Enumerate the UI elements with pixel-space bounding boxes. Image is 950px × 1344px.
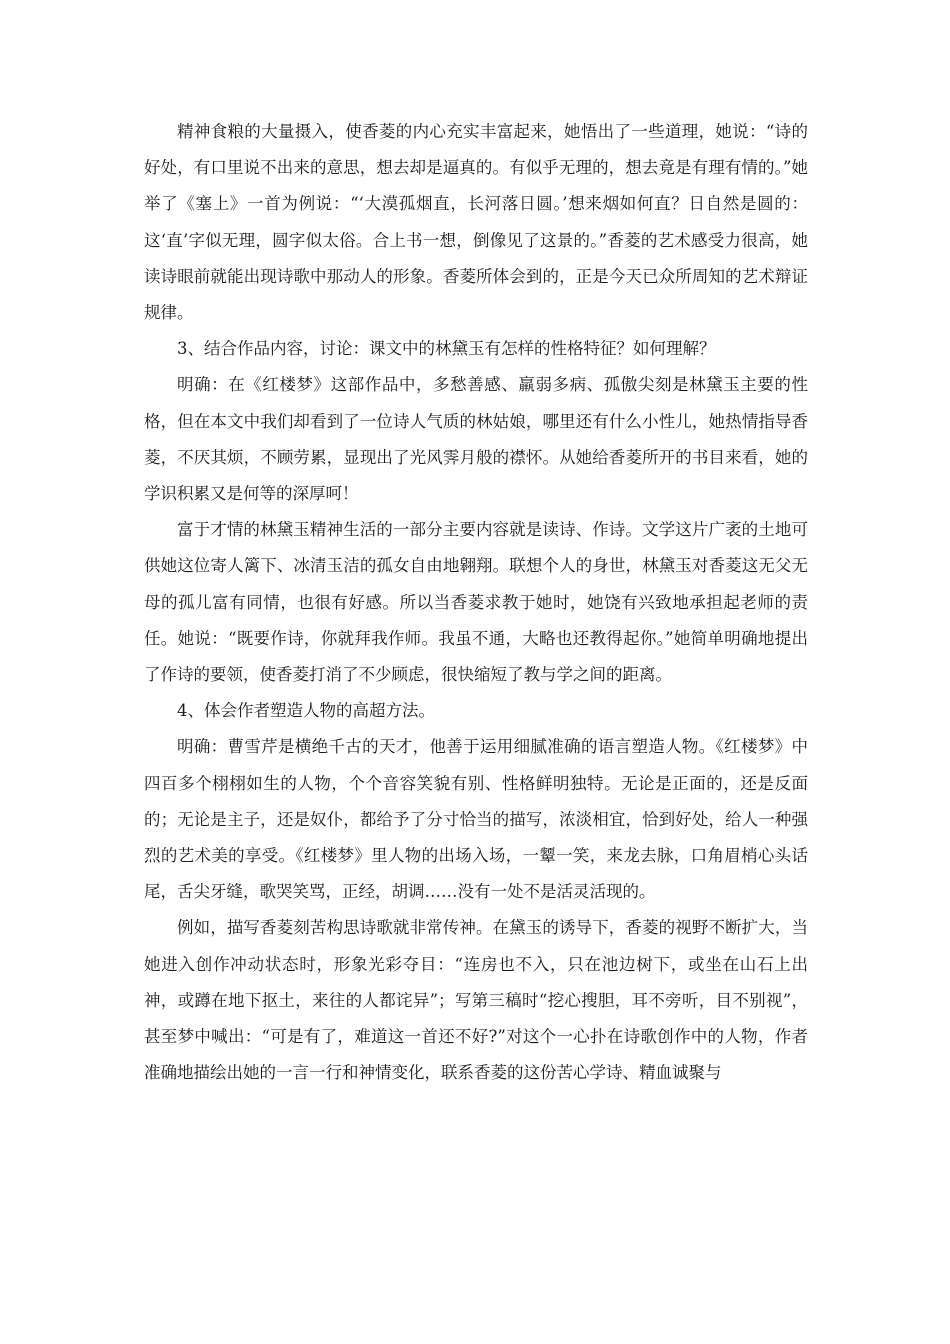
question-3: 3、结合作品内容，讨论：课文中的林黛玉有怎样的性格特征？如何理解？ [177,339,716,359]
answer-4-part-2: 例如，描写香菱刻苦构思诗歌就非常传神。在黛玉的诱导下，香菱的视野不断扩大，当她进入创作冲动状态时，形象光彩夺目：“连房也不入，只在池边树下，或坐在山石上出神，或蹲在地下抠土，来往的人都诧异”；写第三稿时“挖心搜胆，耳不旁听，目不别视”，甚至梦中喊出：“可是有了，难道这一首还不好?”对这个一心扑在诗歌创作中的人物，作者准确地描绘出她的一言一行和神情变化，联系香菱的这份苦心学诗、精血诚聚与 [144,918,808,1083]
document-body [144,114,808,1091]
answer-4-part-1: 明确：曹雪芹是横绝千古的天才，他善于运用细腻准确的语言塑造人物。《红楼梦》中四百多个栩栩如生的人物，个个音容笑貌有别、性格鲜明独特。无论是正面的，还是反面的；无论是主子，还是奴仆，都给予了分寸恰当的描写，浓淡相宜，恰到好处，给人一种强烈的艺术美的享受。《红楼梦》里人物的出场入场，一颦一笑，来龙去脉，口角眉梢心头话尾，舌尖牙缝，歌哭笑骂，正经，胡调……没有一处不是活灵活现的。 [144,737,808,902]
answer-3-part-1: 明确：在《红楼梦》这部作品中，多愁善感、羸弱多病、孤傲尖刻是林黛玉主要的性格，但在本文中我们却看到了一位诗人气质的林姑娘，哪里还有什么小性儿，她热情指导香菱，不厌其烦，不顾劳累，显现出了光风霁月般的襟怀。从她给香菱所开的书目来看，她的学识积累又是何等的深厚呵！ [144,375,808,504]
answer-3-part-2: 富于才情的林黛玉精神生活的一部分主要内容就是读诗、作诗。文学这片广袤的土地可供她这位寄人篱下、冰清玉洁的孤女自由地翱翔。联想个人的身世，林黛玉对香菱这无父无母的孤儿富有同情，也很有好感。所以当香菱求教于她时，她饶有兴致地承担起老师的责任。她说：“既要作诗，你就拜我作师。我虽不通，大略也还教得起你。”她简单明确地提出了作诗的要领，使香菱打消了不少顾虑，很快缩短了教与学之间的距离。 [144,520,808,685]
question-4: 4、体会作者塑造人物的高超方法。 [177,701,435,721]
paragraph-xiangling-insight: 精神食粮的大量摄入，使香菱的内心充实丰富起来，她悟出了一些道理，她说：“诗的好处，有口里说不出来的意思，想去却是逼真的。有似乎无理的，想去竟是有理有情的。”她举了《塞上》一首为例说：“‘大漠孤烟直，长河落日圆。’想来烟如何直？日自然是圆的：这‘直’字似无理，圆字似太俗。合上书一想，倒像见了这景的。”香菱的艺术感受力很高，她读诗眼前就能出现诗歌中那动人的形象。香菱所体会到的，正是今天已众所周知的艺术辩证规律。 [144,122,808,323]
